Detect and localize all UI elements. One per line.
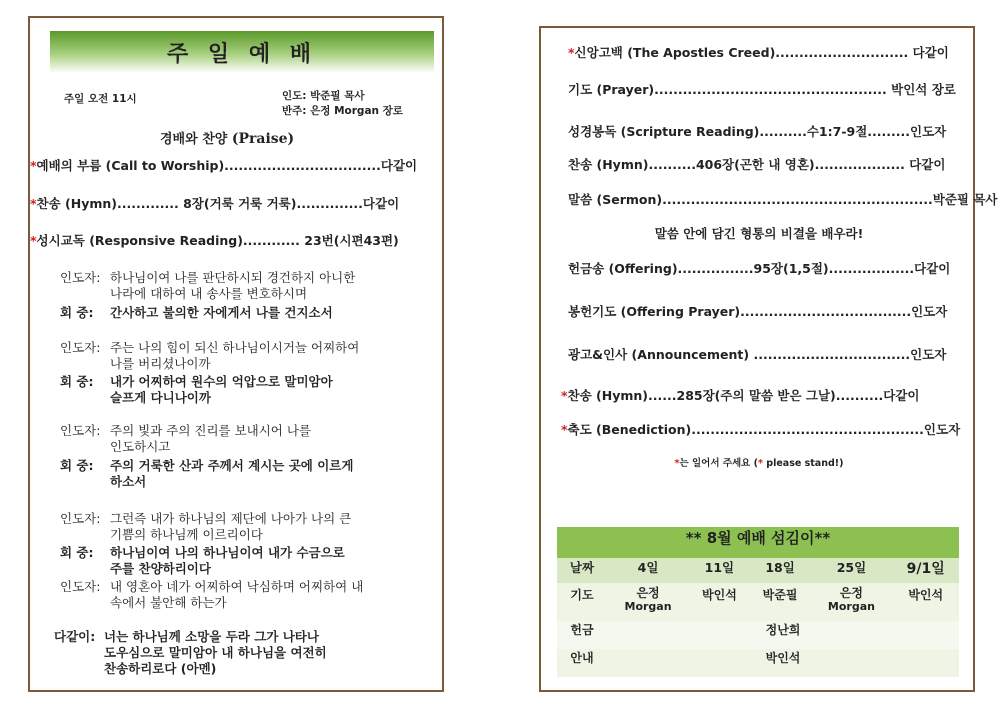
table-cell: 박인석: [689, 583, 750, 621]
date-cell: 11일: [689, 558, 750, 583]
leader: 인도: 박준필 목사: [282, 90, 365, 102]
date-cell: 4일: [607, 558, 689, 583]
date-cell: 25일: [810, 558, 892, 583]
order-item: *축도 (Benediction).................................................인도자: [561, 422, 961, 437]
date-cell: 18일: [750, 558, 811, 583]
schedule-title: ** 8월 예배 섬김이**: [557, 527, 959, 558]
sermon-title: 말씀 안에 담긴 형통의 비결을 배우라!: [654, 226, 864, 241]
table-cell: 박인석: [607, 649, 959, 677]
row-label: 헌금: [557, 621, 607, 649]
bulletin-right-page: [539, 26, 998, 692]
order-item: 봉헌기도 (Offering Prayer)....................................인도자: [568, 304, 948, 319]
stand-note: *는 일어서 주세요 (* please stand!): [674, 458, 844, 469]
responsive-line-leader: 인도자: 내 영혼아 네가 어찌하여 낙심하며 어찌하여 내 속에서 불안해 하는가: [60, 579, 364, 610]
service-schedule-table: [557, 527, 959, 677]
order-item: *성시교독 (Responsive Reading)............ 23번(시편43편): [30, 233, 399, 248]
accompanist: 반주: 은정 Morgan 장로: [282, 105, 403, 117]
responsive-line-congregation: 회 중: 하나님이여 나의 하나님이여 내가 수금으로 주를 찬양하리이다: [60, 545, 345, 576]
responsive-line-leader: 인도자: 주의 빛과 주의 진리를 보내시어 나를 인도하시고: [60, 423, 311, 454]
schedule-dates-row: [557, 558, 959, 583]
service-time: 주일 오전 11시: [64, 93, 137, 105]
schedule-title-row: [557, 527, 959, 558]
responsive-line-congregation: 회 중: 주의 거룩한 산과 주께서 계시는 곳에 이르게 하소서: [60, 458, 354, 489]
praise-heading-en: (Praise): [231, 131, 295, 147]
order-item: 광고&인사 (Announcement) .................................인도자: [568, 347, 947, 362]
page-title: 주 일 예 배: [167, 42, 317, 67]
table-cell: 박인석: [892, 583, 959, 621]
bulletin-left-page: [28, 16, 444, 692]
order-item: 찬송 (Hymn)..........406장(곤한 내 영혼)................... 다같이: [568, 157, 946, 172]
order-item: 성경봉독 (Scripture Reading)..........수1:7-9절.........인도자: [568, 124, 947, 139]
schedule-prayer-row: [557, 583, 959, 621]
responsive-line-leader: 인도자: 그런즉 내가 하나님의 제단에 나아가 나의 큰 기쁨의 하나님께 이르리이다: [60, 511, 352, 542]
praise-heading-kr: 경배와 찬양: [160, 132, 232, 147]
responsive-line-congregation: 회 중: 간사하고 불의한 자에게서 나를 건지소서: [60, 305, 333, 320]
date-cell: 9/1일: [892, 558, 959, 583]
schedule-offering-row: [557, 621, 959, 649]
order-item: *찬송 (Hymn)......285장(주의 말씀 받은 그날)..........다같이: [561, 388, 920, 403]
schedule-usher-row: [557, 649, 959, 677]
row-label: 날짜: [557, 558, 607, 583]
row-label: 안내: [557, 649, 607, 677]
responsive-line-all: 다같이: 너는 하나님께 소망을 두라 그가 나타나 도우심으로 말미암아 내 하나님을 여전히 찬송하리로다 (아멘): [54, 629, 327, 676]
table-cell: 정난희: [607, 621, 959, 649]
responsive-line-congregation: 회 중: 내가 어찌하여 원수의 억압으로 말미암아 슬프게 다니나이까: [60, 374, 333, 405]
row-label: 기도: [557, 583, 607, 621]
order-item: 헌금송 (Offering)................95장(1,5절)..................다같이: [568, 261, 951, 276]
table-cell: 은정 Morgan: [607, 583, 689, 621]
title-bar: [50, 31, 434, 73]
responsive-line-leader: 인도자: 주는 나의 힘이 되신 하나님이시거늘 어찌하여 나를 버리셨나이까: [60, 340, 360, 371]
order-item: 기도 (Prayer)................................................. 박인석 장로: [568, 82, 956, 97]
table-cell: 은정 Morgan: [810, 583, 892, 621]
order-item: *신앙고백 (The Apostles Creed)............................ 다같이: [568, 45, 949, 60]
order-item: *찬송 (Hymn)............. 8장(거룩 거룩 거룩)..............다같이: [30, 196, 400, 211]
responsive-line-leader: 인도자: 하나님이여 나를 판단하시되 경건하지 아니한 나라에 대하여 내 송사를 변호하시며: [60, 270, 356, 301]
praise-heading: [160, 128, 294, 147]
table-cell: 박준필: [750, 583, 811, 621]
order-item: *예배의 부름 (Call to Worship).................................다같이: [30, 158, 418, 173]
order-item: 말씀 (Sermon).........................................................박준필 목사: [568, 192, 998, 207]
